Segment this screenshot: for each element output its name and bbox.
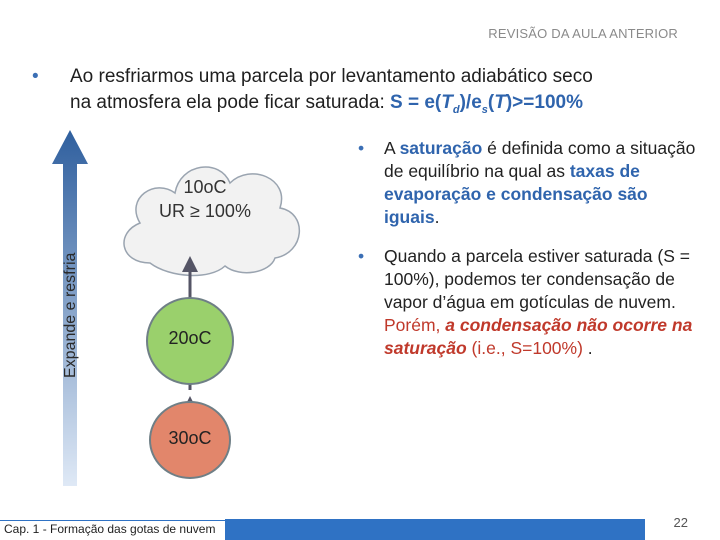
- cloud-rh: UR ≥ 100%: [159, 201, 251, 221]
- cloud-temp: 10oC: [183, 177, 227, 197]
- right-column: [358, 137, 698, 376]
- saturation-formula: $S = e(T_d)/e_s(T)>=100\%$: [390, 92, 583, 116]
- saturation-bullet: • A saturação é definida como a situação de equilíbrio na qual as taxas de evaporação e condensação são iguais.: [358, 138, 696, 227]
- footer-chapter: Cap. 1 - Formação das gotas de nuvem: [4, 522, 216, 536]
- bottom-temp: 30oC: [168, 428, 212, 448]
- expansion-label: Expande e resfria: [62, 252, 79, 378]
- intro-text: [32, 64, 702, 123]
- page-number: 22: [673, 515, 688, 530]
- intro-bullet: [32, 64, 702, 123]
- middle-temp: 20oC: [168, 328, 212, 348]
- slide-header: REVISÃO DA AULA ANTERIOR: [488, 26, 678, 41]
- bullet-dot: •: [32, 66, 39, 87]
- intro-line1: Ao resfriarmos uma parcela por levantamento adiabático seco: [70, 66, 593, 87]
- intro-line2: na atmosfera ela pode ficar saturada:: [70, 92, 391, 113]
- cloud-label: [110, 175, 300, 223]
- condensation-bullet: • Quando a parcela estiver saturada (S = 100%), podemos ter condensação de vapor d’água em gotículas de nuvem. Porém, a condensação não ocorre na saturação (i.e., S=100%) .: [358, 246, 693, 358]
- footer-blue-band: [225, 519, 645, 540]
